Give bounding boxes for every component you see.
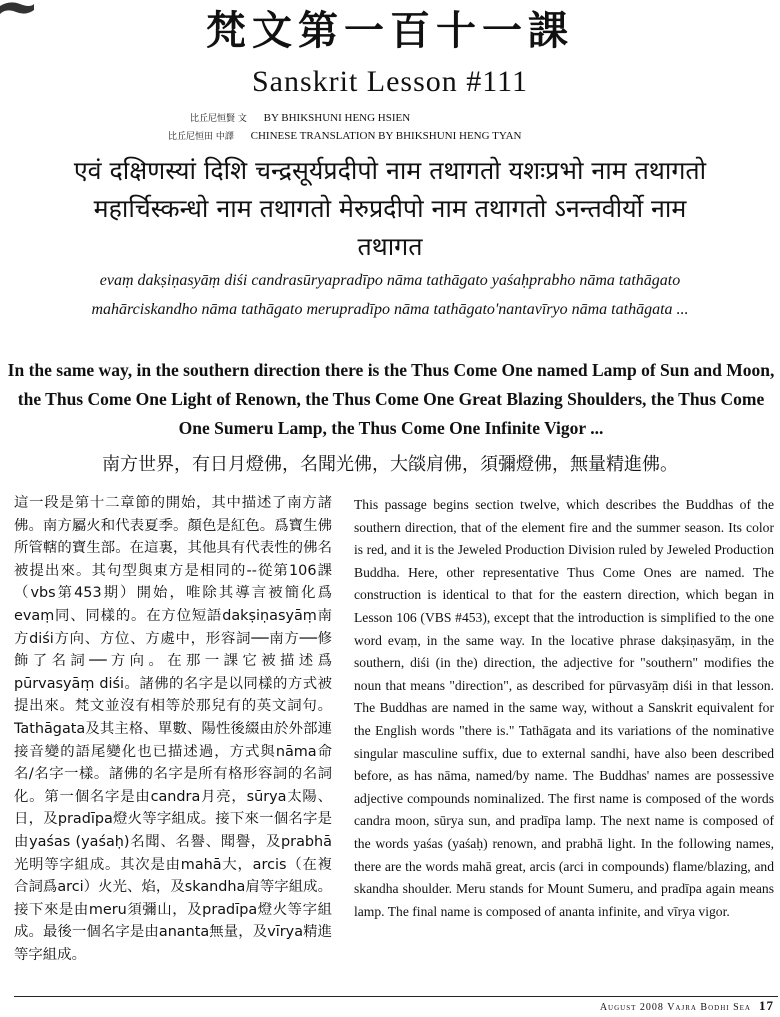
page-number: 17 [759,998,774,1013]
translator-credit [168,128,688,145]
author-credit-english: BY BHIKSHUNI HENG HSIEN [263,112,411,124]
footer-publication: August 2008 Vajra Bodhi Sea [599,1002,751,1013]
chinese-translation: 南方世界，有日月燈佛，名聞光佛，大燄肩佛，須彌燈佛，無量精進佛。 [102,454,678,475]
author-credit [190,110,710,127]
english-translation: In the same way, in the southern direction there is the Thus Come One named Lamp of Sun and Moon, the Thus Come One Light of Renown, the Thus Come One Great Blazing Shoulders, the Thus Come One Sumeru Lamp, the Thus Come One Infinite Vigor ... [7,360,775,438]
footer-divider [14,996,778,997]
chinese-commentary-column: 這一段是第十二章節的開始，其中描述了南方諸佛。南方屬火和代表夏季。顏色是紅色。爲寶生佛所管轄的寶生部。在這裏，其他具有代表性的佛名被提出來。其句型與東方是相同的--從第106課（vbs第453期）開始，唯除其導言被簡化爲evaṃ同、同樣的。在方位短語dakṣiṇasyāṃ南方diśi方向、方位、方處中，形容詞──南方──修飾了名詞──方向。在那一課它被描述爲pūrvasyāṃ diśi。諸佛的名字是以同樣的方式被提出來。梵文並沒有相等於那兒有的英文詞句。Tathāgata及其主格、單數、陽性後綴由於外部連接音變的語尾變化也已描述過，方式與nāma命名/名字一樣。諸佛的名字是所有格形容詞的名詞化。第一個名字是由candra月亮，sūrya太陽、日，及pradīpa燈火等字組成。接下來一個名字是由yaśas (yaśaḥ)名聞、名譽、聞譽，及prabhā光明等字組成。其次是由mahā大，arcis（在複合詞爲arci）火光、焰，及skandha肩等字組成。接下來是由meru須彌山，及pradīpa燈火等字組成。最後一個名字是由ananta無量，及vīrya精進等字組成。 [14,495,332,963]
english-commentary-column: This passage begins section twelve, which describes the Buddhas of the southern direction, that of the element fire and the summer season. Its color is red, and it is the Jeweled Production Division ruled by Jeweled Production Buddha. Here, other representative Thus Come Ones are named. The construction is identical to that for the eastern direction, which began in Lesson 106 (VBS #453), except that the introduction is simplified to the one word evaṃ, in the same way. In the locative phrase dakṣiṇasyāṃ, in the southern, diśi (in the) direction, the adjective for "southern" modifies the noun that means "direction", as described for pūrvasyāṃ diśi in that lesson. The Buddhas are named in the same way, without a Sanskrit equivalent for the English words "there is." Tathāgata and its variations of the nominative singular masculine suffix, due to external sandhi, have also been described before, as has nāma, named/by name. The Buddhas' names are possessive adjective compounds nominalized. The first name is composed of the words candra moon, sūrya sun, and pradīpa lamp. The next name is composed of the words yaśas (yaśaḥ) renown, and prabhā light. In the following names, there are the words mahā great, arcis (arci in compounds) flame/blazing, and skandha shoulder. Meru stands for Mount Sumeru, and pradīpa again means lamp. The final name is composed of ananta infinite, and vīrya vigor. [354,497,774,919]
sanskrit-devanagari-text: एवं दक्षिणस्यां दिशि चन्द्रसूर्यप्रदीपो नाम तथागतो यशःप्रभो नाम तथागतो महार्चिस्कन्धो नाम तथागतो मेरुप्रदीपो नाम तथागतो ऽनन्तवीर्यो नाम तथागत [73,156,707,261]
translator-credit-english: CHINESE TRANSLATION BY BHIKSHUNI HENG TYAN [250,130,522,142]
author-credit-chinese: 比丘尼恒賢 文 [190,114,247,124]
page-footer [600,998,774,1016]
english-title: Sanskrit Lesson #111 [251,65,529,98]
translator-credit-chinese: 比丘尼恒田 中譯 [168,132,234,142]
sanskrit-transliteration: evaṃ dakṣiṇasyāṃ diśi candrasūryapradīpo nāma tathāgato yaśaḥprabho nāma tathāgato mahārciskandho nāma tathāgato merupradīpo nāma tathāgato'nantavīryo nāma tathāgata ... [91,272,689,318]
chinese-title: 梵文第一百十一課 [206,8,574,54]
